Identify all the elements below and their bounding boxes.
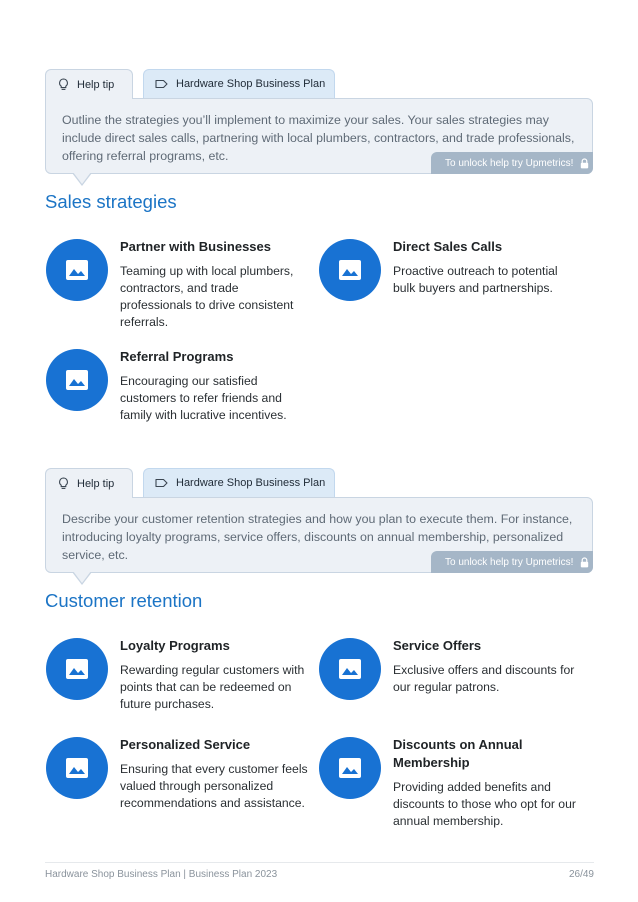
lightbulb-icon xyxy=(58,477,69,490)
help-tip-tab[interactable] xyxy=(45,468,133,498)
item-title: Direct Sales Calls xyxy=(393,239,503,254)
footer-divider xyxy=(45,862,594,863)
item-text: Providing added benefits and discounts to those who opt for our annual membership. xyxy=(393,780,576,828)
help-tip-retention xyxy=(45,468,593,573)
tag-icon xyxy=(155,478,168,488)
item-text: Ensuring that every customer feels valued through personalized recommendations and assistance. xyxy=(120,762,308,810)
image-placeholder-icon xyxy=(319,737,381,799)
unlock-label: To unlock help try Upmetrics! xyxy=(445,157,574,169)
image-placeholder-icon xyxy=(46,239,108,301)
help-tip-pointer xyxy=(72,173,92,186)
help-tip-tab[interactable] xyxy=(45,69,133,99)
tag-icon xyxy=(155,79,168,89)
help-tip-text: Describe your customer retention strategies and how you plan to execute them. For instance, introducing loyalty programs, service offers, discounts on annual membership, personalized service, etc. xyxy=(62,512,573,562)
help-tip-label: Help tip xyxy=(77,78,115,91)
footer-page-number: 26/49 xyxy=(568,869,594,880)
image-placeholder-icon xyxy=(319,638,381,700)
unlock-help-button[interactable] xyxy=(431,551,593,573)
lock-icon xyxy=(580,557,589,568)
section-title-sales: Sales strategies xyxy=(45,191,177,212)
image-placeholder-icon xyxy=(46,349,108,411)
help-tip-text: Outline the strategies you’ll implement to maximize your sales. Your sales strategies may include direct sales calls, partnering with local plumbers, contractors, and trade professionals, offering referral programs, etc. xyxy=(62,113,575,163)
item-title: Service Offers xyxy=(393,638,482,653)
unlock-help-button[interactable] xyxy=(431,152,593,174)
image-placeholder-icon xyxy=(46,737,108,799)
help-tip-sales xyxy=(45,69,593,174)
help-tip-box xyxy=(45,98,593,174)
item-text: Proactive outreach to potential bulk buyers and partnerships. xyxy=(393,264,558,295)
plan-tab[interactable] xyxy=(143,468,335,497)
image-placeholder-icon xyxy=(319,239,381,301)
item-text: Encouraging our satisfied customers to refer friends and family with lucrative incentives. xyxy=(120,374,287,422)
item-title: Referral Programs xyxy=(120,349,234,364)
unlock-label: To unlock help try Upmetrics! xyxy=(445,556,574,568)
lock-icon xyxy=(580,158,589,169)
plan-tab-label: Hardware Shop Business Plan xyxy=(176,78,326,90)
item-text: Teaming up with local plumbers, contractors, and trade professionals to drive consistent referrals. xyxy=(120,264,294,329)
image-placeholder-icon xyxy=(46,638,108,700)
help-tip-box xyxy=(45,497,593,573)
item-text: Rewarding regular customers with points that can be redeemed on future purchases. xyxy=(120,663,305,711)
plan-tab-label: Hardware Shop Business Plan xyxy=(176,477,326,489)
item-title: Loyalty Programs xyxy=(120,638,230,653)
lightbulb-icon xyxy=(58,78,69,91)
item-text: Exclusive offers and discounts for our regular patrons. xyxy=(393,663,575,694)
plan-tab[interactable] xyxy=(143,69,335,98)
help-tip-pointer xyxy=(72,572,92,585)
help-tip-label: Help tip xyxy=(77,477,115,490)
footer-document-title: Hardware Shop Business Plan | Business Plan 2023 xyxy=(45,869,278,880)
item-title: Discounts on Annual Membership xyxy=(393,737,523,770)
section-title-retention: Customer retention xyxy=(45,590,203,611)
item-title: Partner with Businesses xyxy=(120,239,271,254)
item-title: Personalized Service xyxy=(120,737,251,752)
